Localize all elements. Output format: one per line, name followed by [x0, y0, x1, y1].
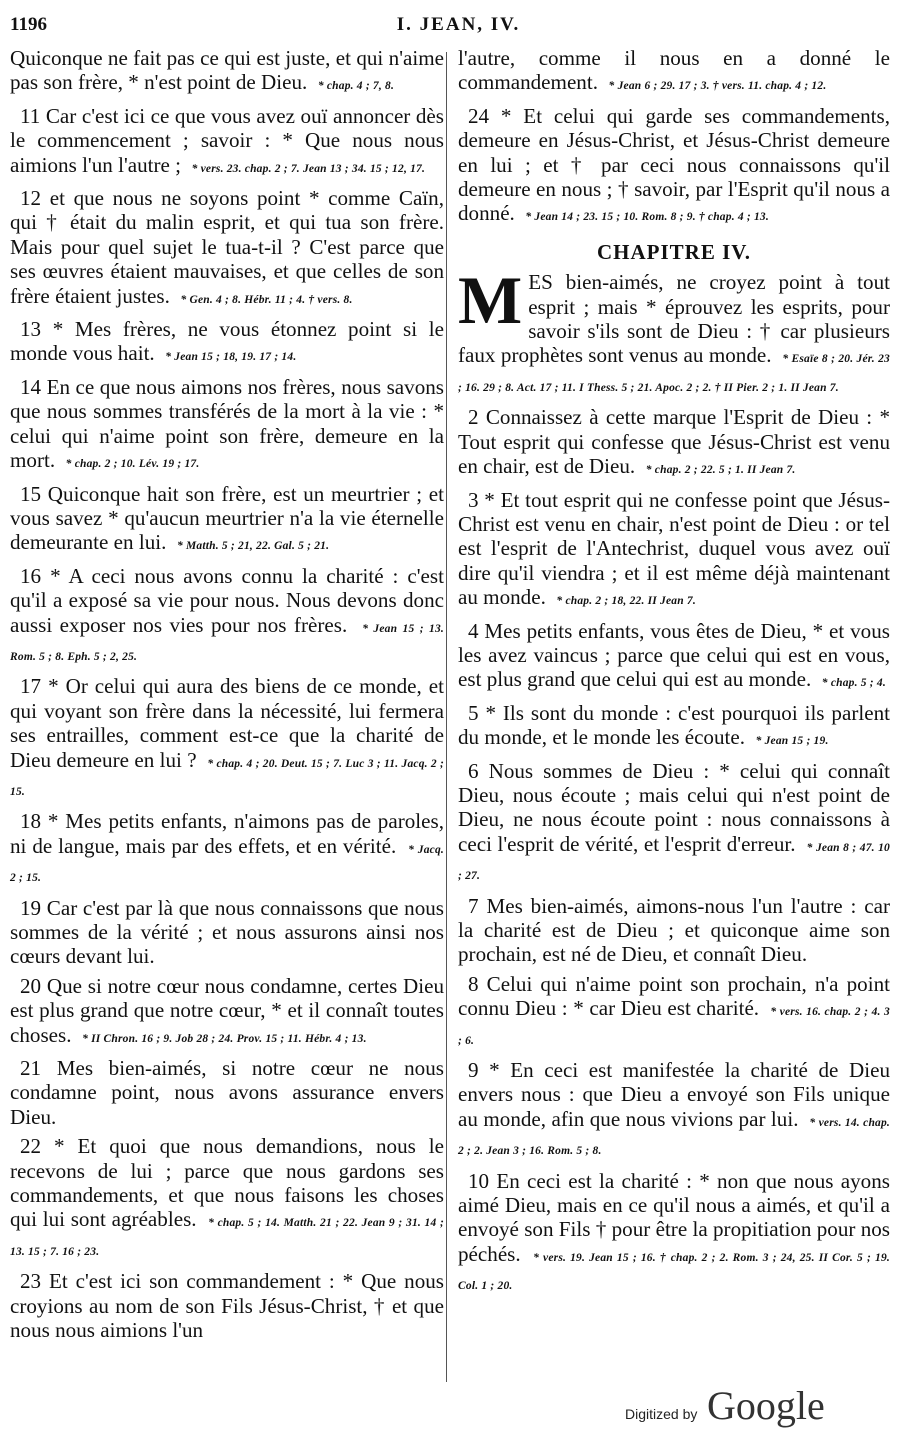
- verse-paragraph: [458, 262, 890, 400]
- verse-text: 12 et que nous ne soyons point * comme Caïn, qui † était du malin esprit, et qui tua son frère. Mais pour quel sujet le tua-t-il ? C'est parce que ses œuvres étaient mauvaises, et que celles de son frère étaient justes.: [10, 186, 444, 308]
- chapter-text: [458, 262, 891, 1298]
- cross-reference: * Gen. 4 ; 8. Hébr. 11 ; 4. † vers. 8.: [180, 293, 353, 306]
- verse-paragraph: [458, 1058, 890, 1164]
- verse-text: 11 Car c'est ici ce que vous avez ouï annoncer dès le commencement ; savoir : * Que nous nous aimions l'un l'autre ;: [10, 103, 444, 177]
- verse-paragraph: [458, 894, 890, 967]
- verse-text: 17 * Or celui qui aura des biens de ce monde, et qui voyant son frère dans la nécessité, lui fermera ses entrailles, comment est-ce que la charité de Dieu demeure en lui ?: [10, 674, 444, 772]
- chapter-heading: CHAPITRE IV.: [597, 239, 751, 264]
- cross-reference: * Jean 15 ; 19.: [755, 735, 829, 748]
- verse-text: 22 * Et quoi que nous demandions, nous le recevons de lui ; parce que nous gardons ses commandements, et que nous faisons les choses qui lui sont agréables.: [10, 1134, 444, 1232]
- verse-paragraph: [10, 46, 444, 99]
- running-header: [10, 14, 907, 42]
- verse-paragraph: [458, 488, 890, 614]
- verse-text: 13 * Mes frères, ne vous étonnez point si le monde vous hait.: [10, 317, 444, 366]
- drop-cap-letter: M: [458, 262, 523, 339]
- verse-text: 10 En ceci est la charité : * non que nous ayons aimé Dieu, mais en ce qu'il nous a aimés, et qu'il a envoyé son Fils † pour être la propitiation pour nos péchés.: [458, 1168, 890, 1266]
- verse-paragraph: [10, 1056, 444, 1129]
- verse-paragraph: [10, 1269, 444, 1342]
- verse-text: 19 Car c'est par là que nous connaissons que nous sommes de la vérité ; et nous assurons ainsi nos cœurs devant lui.: [10, 895, 444, 969]
- verse-paragraph: [458, 104, 890, 230]
- google-logo: Google: [707, 1383, 825, 1428]
- verse-text: 5 * Ils sont du monde : c'est pourquoi ils parlent du monde, et le monde les écoute.: [458, 700, 890, 750]
- cross-reference: * chap. 4 ; 7, 8.: [317, 80, 395, 93]
- verse-paragraph: [10, 896, 444, 969]
- cross-reference: * chap. 5 ; 4.: [821, 677, 886, 690]
- verse-text: 3 * Et tout esprit qui ne confesse point que Jésus-Christ est venu en chair, n'est point de Dieu : or tel est l'esprit de l'Antechrist, duquel vous avez ouï dire qu'il viendra ; et il est même déjà maintenant au monde.: [458, 487, 890, 610]
- cross-reference: * Jean 14 ; 23. 15 ; 10. Rom. 8 ; 9. † chap. 4 ; 13.: [525, 211, 769, 224]
- verse-text: ES bien-aimés, ne croyez point à tout esprit ; mais * éprouvez les esprits, pour savoir s'ils sont de Dieu : † car plusieurs faux prophètes sont venus au monde.: [458, 270, 890, 368]
- verse-text: 14 En ce que nous aimons nos frères, nous savons que nous sommes transférés de la mort à la vie : * celui qui n'aime point son frère, demeure en la mort.: [10, 374, 444, 473]
- page-number: 1196: [10, 14, 47, 35]
- verse-text: l'autre, comme il nous en a donné le commandement.: [458, 46, 890, 95]
- cross-reference: * II Chron. 16 ; 9. Job 28 ; 24. Prov. 15 ; 11. Hébr. 4 ; 13.: [82, 1032, 367, 1045]
- cross-reference: * vers. 23. chap. 2 ; 7. Jean 13 ; 34. 15 ; 12, 17.: [191, 162, 426, 175]
- column-divider: [446, 52, 447, 1382]
- cross-reference: * Jean 15 ; 18, 19. 17 ; 14.: [165, 351, 297, 364]
- cross-reference: * vers. 14. chap. 2 ; 2. Jean 3 ; 16. Rom. 5 ; 8.: [458, 1116, 891, 1158]
- verse-paragraph: [458, 405, 890, 482]
- cross-reference: * vers. 19. Jean 15 ; 16. † chap. 2 ; 2. Rom. 3 ; 24, 25. II Cor. 5 ; 19. Col. 1 ; 20.: [458, 1251, 890, 1293]
- verse-paragraph: [458, 1169, 890, 1299]
- verse-paragraph: [458, 46, 890, 99]
- cross-reference: * Jean 6 ; 29. 17 ; 3. † vers. 11. chap. 4 ; 12.: [608, 80, 827, 93]
- verse-paragraph: [10, 674, 444, 804]
- verse-text: 9 * En ceci est manifestée la charité de Dieu envers nous : que Dieu a envoyé son Fils unique au monde, afin que nous vivions par lui.: [458, 1058, 890, 1131]
- cross-reference: * Jean 8 ; 47. 10 ; 27.: [458, 841, 891, 883]
- verse-paragraph: [10, 809, 444, 890]
- verse-paragraph: [10, 186, 444, 312]
- verse-text: 15 Quiconque hait son frère, est un meurtrier ; et vous savez * qu'aucun meurtrier n'a la vie éternelle demeurante en lui.: [10, 481, 444, 555]
- verse-text: 23 Et c'est ici son commandement : * Que nous croyions au nom de son Fils Jésus-Christ, † et que nous nous aimions l'un: [10, 1269, 444, 1343]
- verse-paragraph: [10, 564, 444, 670]
- running-title: I. JEAN, IV.: [396, 14, 521, 35]
- verse-paragraph: [10, 1134, 444, 1264]
- cross-reference: * chap. 2 ; 22. 5 ; 1. II Jean 7.: [645, 464, 796, 477]
- verse-text: 24 * Et celui qui garde ses commandements, demeure en Jésus-Christ, et Jésus-Christ demeure en lui ; et † par ceci nous connaissons qu'il demeure en nous ; † savoir, par l'Esprit qu'il nous a donné.: [458, 103, 890, 226]
- verse-paragraph: [10, 104, 444, 181]
- cross-reference: * chap. 5 ; 14. Matth. 21 ; 22. Jean 9 ; 31. 14 ; 13. 15 ; 7. 16 ; 23.: [10, 1217, 445, 1258]
- verse-paragraph: [458, 619, 890, 696]
- right-column-top: [458, 46, 890, 230]
- cross-reference: * Jacq. 2 ; 15.: [10, 843, 445, 885]
- left-column: [10, 46, 444, 1348]
- verse-paragraph: [10, 375, 444, 477]
- verse-text: 2 Connaissez à cette marque l'Esprit de Dieu : * Tout esprit qui confesse que Jésus-Christ est venu en chair, est de Dieu.: [458, 405, 890, 479]
- cross-reference: * Esaïe 8 ; 20. Jér. 23 ; 16. 29 ; 8. Act. 17 ; 11. I Thess. 5 ; 21. Apoc. 2 ; 2. † II Pier. 2 ; 1. II Jean 7.: [458, 353, 890, 394]
- verse-text: 18 * Mes petits enfants, n'aimons pas de paroles, ni de langue, mais par des effets, et en vérité.: [10, 809, 444, 858]
- verse-paragraph: [458, 701, 890, 754]
- cross-reference: * chap. 2 ; 10. Lév. 19 ; 17.: [65, 458, 200, 471]
- verse-paragraph: [458, 972, 890, 1053]
- verse-paragraph: [10, 317, 444, 370]
- cross-reference: * vers. 16. chap. 2 ; 4. 3 ; 6.: [458, 1006, 890, 1047]
- verse-text: 16 * A ceci nous avons connu la charité : c'est qu'il a exposé sa vie pour nous. Nous devons donc aussi exposer nos vies pour nos frères.: [10, 563, 444, 637]
- cross-reference: * Matth. 5 ; 21, 22. Gal. 5 ; 21.: [176, 540, 330, 553]
- verse-text: Quiconque ne fait pas ce qui est juste, et qui n'aime pas son frère, * n'est point de Dieu.: [10, 46, 444, 95]
- verse-text: 8 Celui qui n'aime point son prochain, n'a point connu Dieu : * car Dieu est charité.: [458, 971, 890, 1021]
- verse-text: 6 Nous sommes de Dieu : * celui qui connaît Dieu, nous écoute ; mais celui qui n'est point de Dieu, ne nous écoute point : nous connaissons à ceci l'esprit de vérité, et l'esprit d'erreur.: [458, 758, 890, 856]
- verse-text: 4 Mes petits enfants, vous êtes de Dieu, * et vous les avez vaincus ; parce que celui qui est en vous, est plus grand que celui qui est au monde.: [458, 618, 890, 692]
- digitized-footer: [625, 1382, 885, 1432]
- verse-paragraph: [10, 974, 444, 1051]
- cross-reference: * chap. 2 ; 18, 22. II Jean 7.: [556, 595, 696, 608]
- verse-text: 20 Que si notre cœur nous condamne, certes Dieu est plus grand que notre cœur, * et il connaît toutes choses.: [10, 973, 444, 1047]
- verse-paragraph: [10, 482, 444, 559]
- right-column: [458, 46, 890, 1304]
- verse-text: 7 Mes bien-aimés, aimons-nous l'un l'autre : car la charité est de Dieu ; et quiconque aime son prochain, est né de Dieu, et connaît Dieu.: [458, 893, 890, 967]
- cross-reference: * Jean 15 ; 13. Rom. 5 ; 8. Eph. 5 ; 2, 25.: [10, 622, 444, 663]
- cross-reference: * chap. 4 ; 20. Deut. 15 ; 7. Luc 3 ; 11. Jacq. 2 ; 15.: [10, 757, 445, 798]
- verse-text: 21 Mes bien-aimés, si notre cœur ne nous condamne point, nous avons assurance envers Dieu.: [10, 1056, 444, 1129]
- digitized-by-label: Digitized by: [625, 1406, 698, 1422]
- verse-paragraph: [458, 759, 890, 889]
